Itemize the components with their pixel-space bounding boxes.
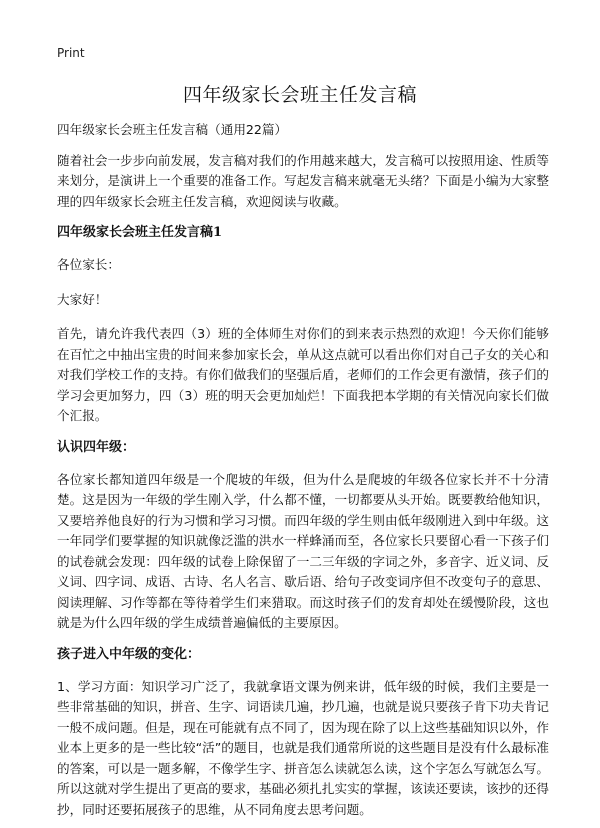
- article-subtitle: 四年级家长会班主任发言稿（通用22篇）: [57, 122, 288, 137]
- know-grade-paragraph: 各位家长都知道四年级是一个爬坡的年级，但为什么是爬坡的年级各位家长并不十分清楚。这是因为一年级的学生刚入学，什么都不懂，一切都要从头开始。既要教给他知识，又要培养他良好的行为习惯和学习习惯。而四年级的学生则由低年级刚进入到中年级。这一年同学们要掌握的知识就像泛滥的洪水一样蜂涌而至，各位家长只要留心看一下孩子们的试卷就会发现：四年级的试卷上除保留了一二三年级的字词之外，多音字、近义词、反义词、四字词、成语、古诗、名人名言、歇后语、给句子改变词序但不改变句子的意思、阅读理解、习作等都在等待着学生们来猎取。而这时孩子们的发育却处在缓慢阶段，这也就是为什么四年级的学生成绩普遍偏低的主要原因。: [57, 471, 549, 630]
- article-body: [57, 120, 549, 828]
- changes-paragraph: 1、学习方面：知识学习广泛了，我就拿语文课为例来讲，低年级的时候，我们主要是一些非常基础的知识，拼音、生字、词语读几遍，抄几遍，也就是说只要孩子肯下功夫肯记一般不成问题。但是，现在可能就有点不同了，因为现在除了以上这些基础知识以外，作业本上更多的是一些比较“活”的题目，也就是我们通常所说的这些题目是没有什么最标准的答案，可以是一题多解，不像学生字、拼音怎么读就怎么读，这个字怎么写就怎么写。所以这就对学生提出了更高的要求，基础必须扎扎实实的掌握，该读还要读，该抄的还得抄，同时还要拓展孩子的思维，从不同角度去思考问题。: [57, 678, 549, 817]
- opening-paragraph: 首先，请允许我代表四（3）班的全体师生对你们的到来表示热烈的欢迎！今天你们能够在百忙之中抽出宝贵的时间来参加家长会，单从这点就可以看出你们对自己子女的关心和对我们学校工作的支持。有你们做我们的坚强后盾，老师们的工作会更有激情，孩子们的学习会更加努力，四（3）班的明天会更加灿烂！下面我把本学期的有关情况向家长们做个汇报。: [57, 326, 549, 423]
- greeting-everyone: 大家好！: [57, 291, 108, 307]
- greeting-parents: 各位家长：: [57, 257, 120, 272]
- heading-changes: 孩子进入中年级的变化：: [57, 646, 201, 662]
- heading-know-grade: 认识四年级：: [57, 439, 136, 455]
- print-link[interactable]: Print: [57, 46, 85, 60]
- intro-paragraph: 随着社会一步步向前发展，发言稿对我们的作用越来越大，发言稿可以按照用途、性质等来划分，是演讲上一个重要的准备工作。写起发言稿来就毫无头绪？下面是小编为大家整理的四年级家长会班主任发言稿，欢迎阅读与收藏。: [57, 152, 549, 209]
- section-heading-1: 四年级家长会班主任发言稿1: [57, 225, 223, 240]
- page-title: 四年级家长会班主任发言稿: [182, 84, 417, 106]
